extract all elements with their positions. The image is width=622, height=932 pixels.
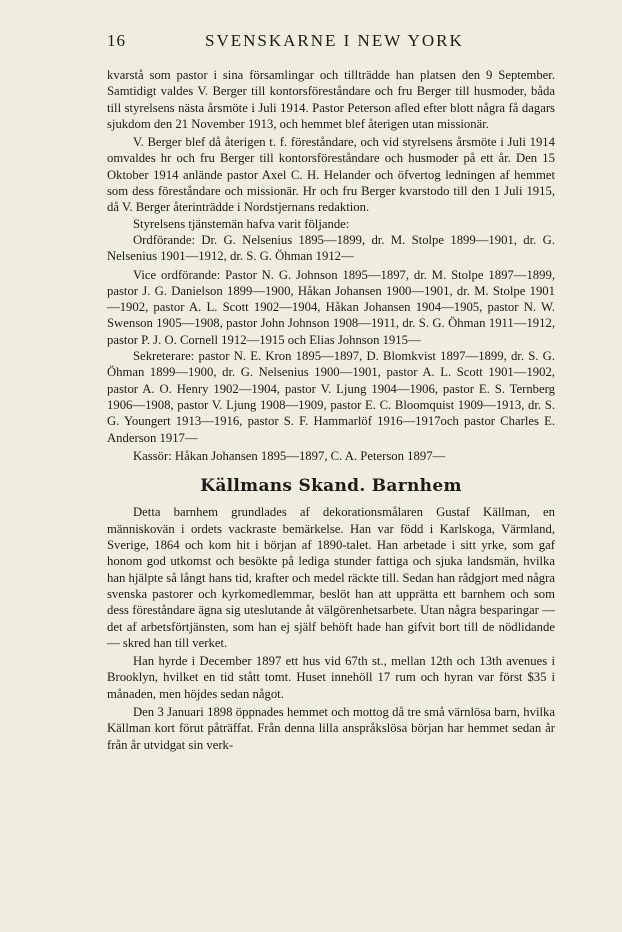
paragraph: Den 3 Januari 1898 öppnades hemmet och mottog då tre små värnlösa barn, hvilka Källman kort förut påträffat. Från denna lilla anspråkslösa början har hemmet sedan år från år utvidgat sin verk- [107,704,555,752]
page-number: 16 [107,31,126,50]
paragraph-vice-ordforande: Vice ordförande: Pastor N. G. Johnson 1895—1897, dr. M. Stolpe 1897—1899, pastor J. G. Danielson 1899—1900, Håkan Johansen 1900—1901, dr. M. Stolpe 1901—1902, pastor A. L. Scott 1902—1904, Håkan Johansen 1904—1905, pastor N. W. Swenson 1905—1908, pastor John Johnson 1908—1911, dr. S. G. Öhman 1911—1912, pastor P. J. O. Cornell 1912—1915 och Elias Johnson 1915— [107,267,555,347]
section-heading: Källmans Skand. Barnhem [200,476,462,497]
paragraph: Han hyrde i December 1897 ett hus vid 67th st., mellan 12th och 13th avenues i Brooklyn, hvilket en tid stått tomt. Huset innehöll 17 rum och hyran var först $35 i månaden, men höjdes sedan något. [107,654,555,701]
paragraph: Detta barnhem grundlades af dekorationsmålaren Gustaf Källman, en människovän i ordets vackraste bemärkelse. Han var född i Karlskoga, Värmland, Sverige, 1864 och kom hit i början af 1890-talet. Han arbetade i sitt yrke, som gaf honom god utkomst och besökte på lediga stunder fattiga och sjuka landsmän, hvilka han hjälpte så långt hans tid, krafter och medel räckte till. Sedan han rådgjort med några svenska pastorer och kyrkomedlemmar, beslöt han att upprätta ett barnhem och som dess föreståndare ägna sig uteslutande åt välgörenhetsarbete. Utan några besparingar — det af arbetsförtjänsten, som han ej själf behöft hade han gifvit bort till de nödlidande — skred han till verket. [107,505,555,650]
paragraph-continued: kvarstå som pastor i sina församlingar och tillträdde han platsen den 9 September. Samtidigt valdes V. Berger till kontorsföreståndare och fru Berger till husmoder, båda till styrelsens nästa årsmöte i Juli 1914. Pastor Peterson afled efter blott några få dagars sjukdom den 21 November 1913, och hemmet blef återigen utan missionär. [107,68,555,131]
running-title: SVENSKARNE I NEW YORK [205,31,464,50]
paragraph-officers-intro: Styrelsens tjänstemän hafva varit följande: [133,216,350,231]
paragraph-kassor: Kassör: Håkan Johansen 1895—1897, C. A. Peterson 1897— [133,448,446,463]
running-header [107,31,555,55]
paragraph: V. Berger blef då återigen t. f. föreståndare, och vid styrelsens årsmöte i Juli 1914 omvaldes hr och fru Berger till kontorsföreståndare och husmoder på ett år. Den 15 Oktober 1914 anlände pastor Axel C. H. Helander och öfvertog ledningen af hemmet som dess föreståndare och missionär. Hr och fru Berger kvarstodo till den 1 Juli 1915, då V. Berger återinträdde i Nordstjernans redaktion. [107,135,555,215]
paragraph-sekreterare: Sekreterare: pastor N. E. Kron 1895—1897, D. Blomkvist 1897—1899, dr. S. G. Öhman 1899—1900, dr. G. Nelsenius 1900—1901, pastor A. L. Scott 1901—1902, pastor A. O. Henry 1902—1904, pastor V. Ljung 1904—1906, pastor E. S. Ternberg 1906—1908, pastor V. Ljung 1908—1909, pastor E. C. Bloomquist 1909—1913, dr. S. G. Youngert 1913—1916, pastor S. F. Hammarlöf 1916—1917och pastor Charles E. Anderson 1917— [107,349,555,445]
paragraph-ordforande: Ordförande: Dr. G. Nelsenius 1895—1899, dr. M. Stolpe 1899—1901, dr. G. Nelsenius 1901—1912, dr. S. G. Öhman 1912— [107,232,555,264]
page-body [107,67,555,753]
